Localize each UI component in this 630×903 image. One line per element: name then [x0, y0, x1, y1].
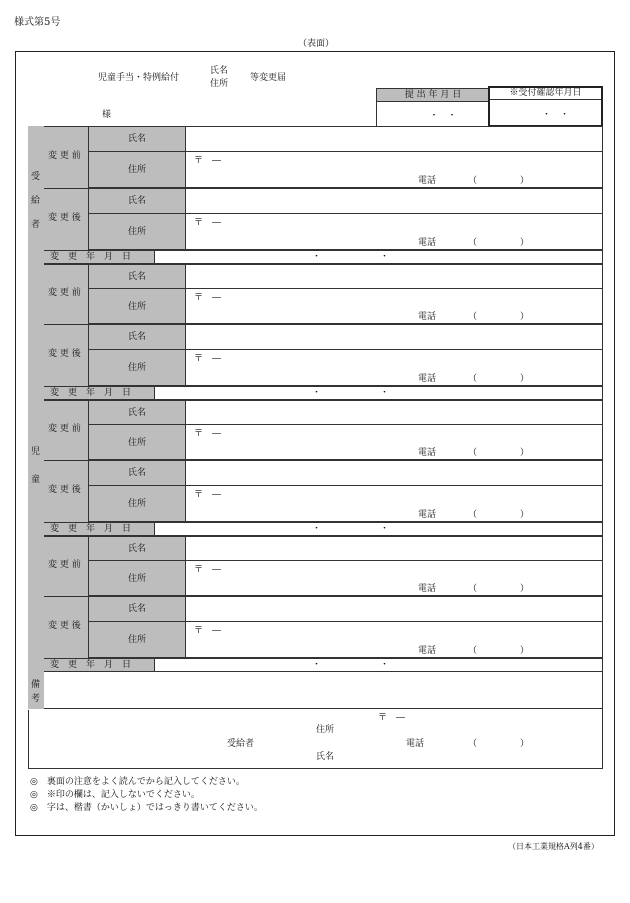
address-label: 住所 — [128, 165, 147, 175]
submit-date-label: 提 出 年 月 日 — [404, 89, 462, 100]
postal-mark: 〒 ― — [194, 490, 222, 500]
date-dot: ・ — [380, 252, 390, 262]
address-input-cell[interactable] — [186, 350, 602, 386]
address-input-cell[interactable] — [186, 289, 602, 324]
postal-mark: 〒 ― — [194, 218, 222, 228]
change-table — [16, 126, 613, 710]
name-label: 氏名 — [128, 332, 147, 342]
address-label: 住所 — [128, 573, 147, 584]
address-input-cell[interactable] — [186, 152, 602, 188]
submit-date-box[interactable] — [376, 88, 489, 126]
submit-date-value: ・ ・ — [429, 111, 457, 121]
note-3: ◎ 字は、楷書（かいしょ）ではっきり書いてください。 — [30, 803, 263, 813]
name-input-cell[interactable] — [186, 596, 602, 622]
phone-close: ） — [520, 510, 530, 520]
phone-label: 電話 — [418, 238, 437, 248]
child-section-label: 児童 — [31, 447, 41, 485]
phone-label: 電話 — [418, 176, 437, 186]
address-input-cell[interactable] — [186, 425, 602, 460]
footer-left-line — [28, 710, 29, 768]
postal-mark: 〒 ― — [194, 354, 222, 364]
change-date-input[interactable] — [154, 386, 602, 400]
after-label: 変 更 後 — [48, 485, 81, 495]
footer-address-label: 住所 — [316, 725, 335, 735]
change-date-label: 変 更 年 月 日 — [50, 660, 132, 670]
phone-open: （ — [468, 448, 478, 458]
change-notice-label: 等変更届 — [250, 73, 287, 83]
before-label: 変 更 前 — [48, 288, 81, 298]
postal-mark: 〒 ― — [194, 293, 222, 303]
note-2: ◎ ※印の欄は、記入しないでください。 — [30, 790, 200, 800]
change-date-input[interactable] — [154, 250, 602, 264]
date-dot: ・ — [380, 388, 390, 398]
phone-close: ） — [520, 646, 530, 656]
before-label: 変 更 前 — [48, 560, 81, 570]
after-label: 変 更 後 — [48, 621, 81, 631]
phone-label: 電話 — [418, 374, 437, 384]
name-label: 氏名 — [128, 134, 147, 144]
form-title: 児童手当・特例給付 — [98, 73, 180, 83]
remarks-input[interactable] — [44, 671, 602, 709]
address-label: 住所 — [128, 437, 147, 448]
date-dot: ・ — [312, 660, 322, 670]
phone-label: 電話 — [418, 646, 437, 656]
name-input-cell[interactable] — [186, 400, 602, 425]
footer-phone-open: （ — [468, 739, 478, 749]
after-label: 変 更 後 — [48, 213, 81, 223]
name-input-cell[interactable] — [186, 264, 602, 289]
header-name-label: 氏名 — [210, 66, 229, 76]
date-dot: ・ — [380, 660, 390, 670]
change-date-label: 変 更 年 月 日 — [50, 252, 132, 262]
name-input-cell[interactable] — [186, 536, 602, 561]
postal-mark: 〒 ― — [194, 429, 222, 439]
addressee-label: 様 — [102, 110, 112, 120]
address-input-cell[interactable] — [186, 622, 602, 658]
phone-open: （ — [468, 238, 478, 248]
name-label: 氏名 — [128, 271, 147, 282]
footer-bottom-line — [28, 768, 603, 769]
address-label: 住所 — [128, 227, 147, 237]
phone-open: （ — [468, 584, 478, 594]
name-input-cell[interactable] — [186, 324, 602, 350]
phone-label: 電話 — [418, 312, 437, 322]
phone-close: ） — [520, 584, 530, 594]
phone-close: ） — [520, 312, 530, 322]
change-date-input[interactable] — [154, 522, 602, 536]
phone-open: （ — [468, 312, 478, 322]
note-1: ◎ 裏面の注意をよく読んでから記入してください。 — [30, 777, 245, 787]
before-label: 変 更 前 — [48, 424, 81, 434]
name-label: 氏名 — [128, 604, 147, 614]
address-input-cell[interactable] — [186, 214, 602, 250]
phone-close: ） — [520, 374, 530, 384]
postal-mark: 〒 ― — [194, 156, 222, 166]
header-address-label: 住所 — [210, 79, 229, 89]
name-label: 氏名 — [128, 196, 147, 206]
table-top-line — [28, 126, 602, 127]
receipt-date-box — [488, 86, 603, 127]
footer-phone-close: ） — [520, 739, 530, 749]
name-label: 氏名 — [128, 543, 147, 554]
name-input-cell[interactable] — [186, 188, 602, 214]
change-date-input[interactable] — [154, 658, 602, 672]
phone-open: （ — [468, 374, 478, 384]
date-dot: ・ — [312, 252, 322, 262]
receipt-date-value: ・ ・ — [541, 110, 569, 120]
remarks-label: 備考 — [31, 680, 41, 704]
name-label: 氏名 — [128, 407, 147, 418]
phone-label: 電話 — [418, 510, 437, 520]
footer-postal-mark: 〒 ― — [378, 713, 406, 723]
side-label: （表面） — [298, 39, 335, 49]
phone-label: 電話 — [418, 448, 437, 458]
before-label: 変 更 前 — [48, 151, 81, 161]
footer-name-label: 氏名 — [316, 752, 335, 762]
phone-close: ） — [520, 448, 530, 458]
name-label: 氏名 — [128, 468, 147, 478]
phone-open: （ — [468, 646, 478, 656]
recipient-section-label: 受給者 — [31, 172, 41, 230]
footer-recipient-label: 受給者 — [227, 739, 255, 749]
date-dot: ・ — [380, 524, 390, 534]
phone-open: （ — [468, 510, 478, 520]
address-label: 住所 — [128, 635, 147, 645]
address-label: 住所 — [128, 499, 147, 509]
postal-mark: 〒 ― — [194, 626, 222, 636]
date-dot: ・ — [312, 524, 322, 534]
phone-open: （ — [468, 176, 478, 186]
table-right-line — [602, 126, 603, 768]
phone-close: ） — [520, 238, 530, 248]
phone-close: ） — [520, 176, 530, 186]
standard-note: （日本工業規格A列4番） — [508, 842, 599, 851]
postal-mark: 〒 ― — [194, 565, 222, 575]
form-number: 様式第5号 — [14, 17, 61, 28]
phone-label: 電話 — [418, 584, 437, 594]
date-dot: ・ — [312, 388, 322, 398]
receipt-date-label: ※受付確認年月日 — [509, 88, 582, 98]
after-label: 変 更 後 — [48, 349, 81, 359]
change-date-label: 変 更 年 月 日 — [50, 524, 132, 534]
address-input-cell[interactable] — [186, 561, 602, 596]
address-input-cell[interactable] — [186, 486, 602, 522]
address-label: 住所 — [128, 301, 147, 312]
address-label: 住所 — [128, 363, 147, 373]
change-date-label: 変 更 年 月 日 — [50, 388, 132, 398]
name-input-cell[interactable] — [186, 460, 602, 486]
name-input-cell[interactable] — [186, 126, 602, 152]
footer-phone-label: 電話 — [406, 739, 425, 749]
